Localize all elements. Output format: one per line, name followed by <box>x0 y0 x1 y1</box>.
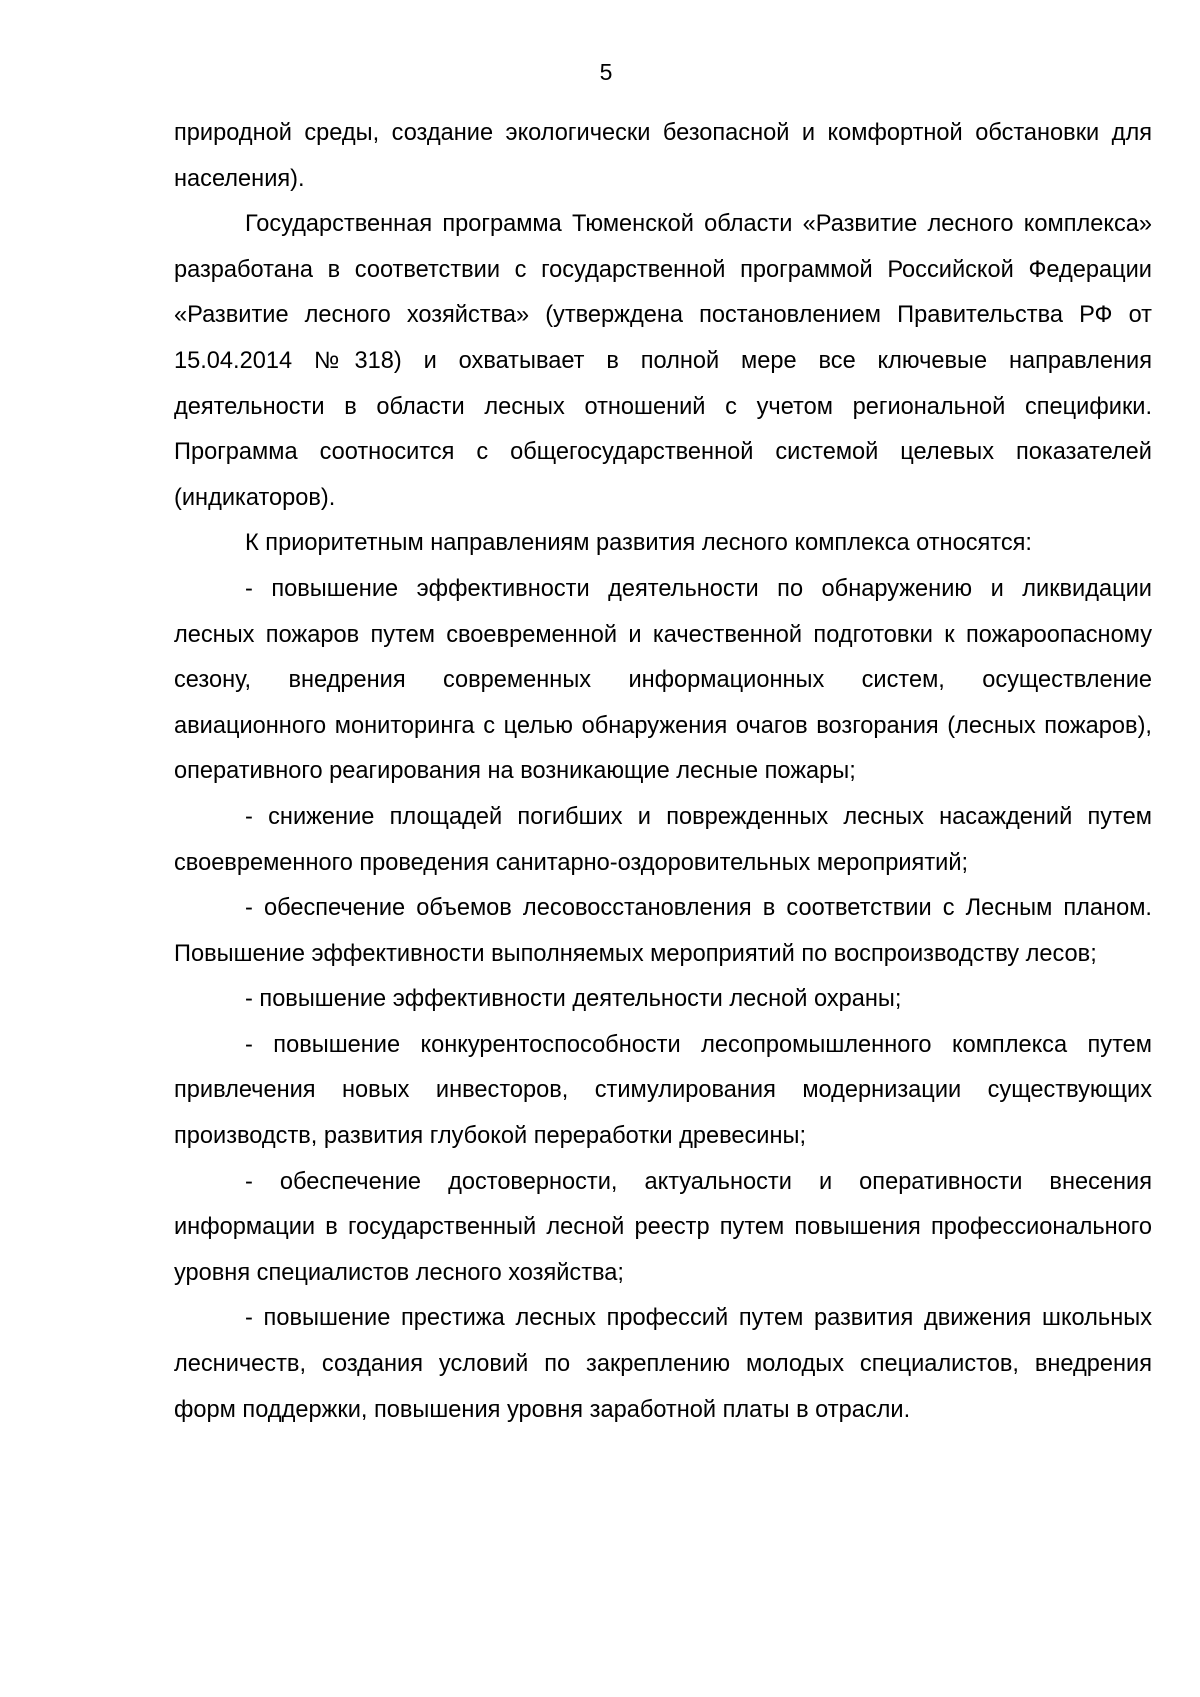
list-item-reforestation: - обеспечение объемов лесовосстановления в соответствии с Лесным планом. Повышение эффективности выполняемых мероприятий по воспроизводству лесов; <box>174 895 1152 967</box>
page-number: 5 <box>599 59 613 85</box>
paragraph-continuation: природной среды, создание экологически безопасной и комфортной обстановки для населения). <box>174 120 1152 192</box>
list-item-fire-prevention: - повышение эффективности деятельности по обнаружению и ликвидации лесных пожаров путем своевременной и качественной подготовки к пожароопасному сезону, внедрения современных информационных систем, осуществление авиационного мониторинга с целью обнаружения очагов возгорания (лесных пожаров), оперативного реагирования на возникающие лесные пожары; <box>174 575 1152 785</box>
list-item-damaged-forests: - снижение площадей погибших и поврежденных лесных насаждений путем своевременного проведения санитарно-оздоровительных мероприятий; <box>174 803 1152 876</box>
list-item-competitiveness: - повышение конкурентоспособности лесопромышленного комплекса путем привлечения новых инвесторов, стимулирования модернизации существующих производств, развития глубокой переработки древесины; <box>174 1031 1152 1150</box>
list-item-forest-professions: - повышение престижа лесных профессий путем развития движения школьных лесничеств, создания условий по закреплению молодых специалистов, внедрения форм поддержки, повышения уровня заработной платы в отрасли. <box>174 1305 1152 1423</box>
paragraph-program-description: Государственная программа Тюменской области «Развитие лесного комплекса» разработана в соответствии с государственной программой Российской Федерации «Развитие лесного хозяйства» (утверждена постановлением Правительства РФ от 15.04.2014 №318) и охватывает в полной мере все ключевые направления деятельности в области лесных отношений с учетом региональной специфики. Программа соотносится с общегосударственной системой целевых показателей (индикаторов). <box>174 211 1152 511</box>
paragraph-priorities-intro: К приоритетным направлениям развития лесного комплекса относятся: <box>245 530 1032 557</box>
list-item-forest-registry: - обеспечение достоверности, актуальности и оперативности внесения информации в государственный лесной реестр путем повышения профессионального уровня специалистов лесного хозяйства; <box>174 1168 1152 1286</box>
list-item-forest-guard: - повышение эффективности деятельности лесной охраны; <box>245 986 902 1013</box>
document-body <box>174 111 1152 1433</box>
